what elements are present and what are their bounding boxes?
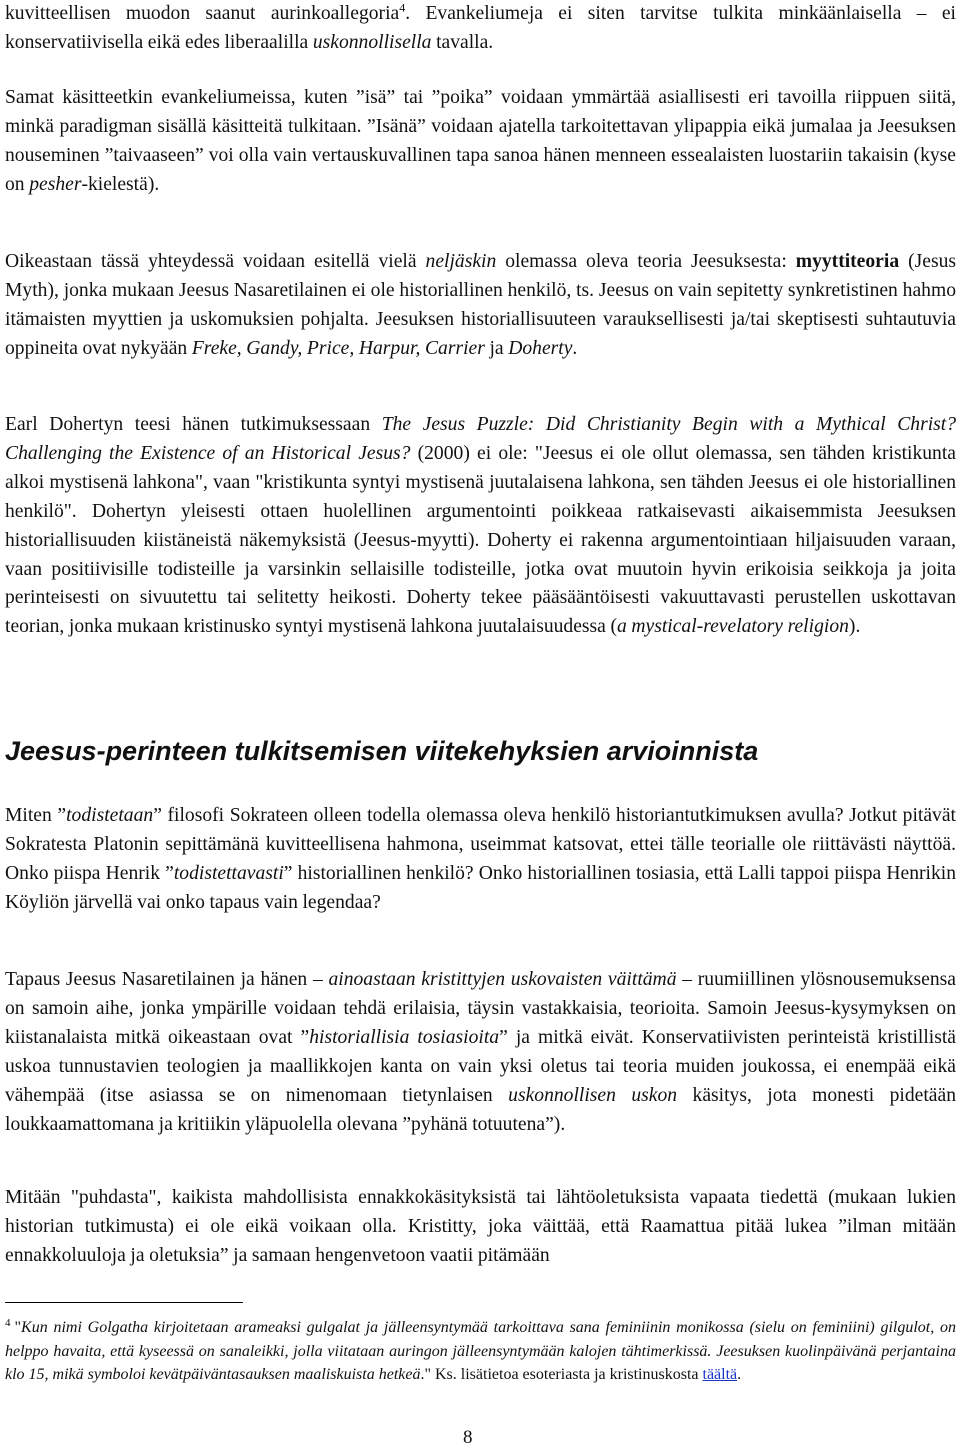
- footnote-ref[interactable]: 4: [399, 0, 406, 15]
- paragraph-concepts: Samat käsitteetkin evankeliumeissa, kuten ”isä” tai ”poika” voidaan ymmärtää asiallisesti eri tavoilla riippuen siitä, minkä paradigman sisällä käsitteitä tulkitaan. ”Isänä” voidaan ajatella tarkoitettavan ylipappia eikä jumalaa ja Jeesuksen nouseminen ”taivaaseen” voi olla vain vertauskuvallinen tapa sanoa hänen menneen essealaisten luostariin takaisin (kyse on pesher-kielestä).: [5, 87, 956, 195]
- paragraph-myth-theory: Oikeastaan tässä yhteydessä voidaan esitellä vielä neljäskin olemassa oleva teoria Jeesuksesta: myyttiteoria (Jesus Myth), jonka mukaan Jeesus Nasaretilainen ei ole historiallinen henkilö, ts. Jeesus on vain sepitetty synkretistinen hahmo itämaisten myyttien ja uskomuksien pohjalta. Jeesuksen historiallisuuteen varauksellisesti ja/tai skeptisesti suhtautuvia oppineita ovat nykyään Freke, Gandy, Price, Harpur, Carrier ja Doherty.: [5, 251, 956, 359]
- paragraph-resurrection: Tapaus Jeesus Nasaretilainen ja hänen – ainoastaan kristittyjen uskovaisten väittämä – ruumiillinen ylösnousemuksensa on samoin aihe, jonka ympärille voidaan tehdä erilaisia, täysin vastakkaisia, teorioita. Samoin Jeesus-kysymyksen on kiistanalaista mitkä oikeastaan ovat ”historiallisia tosiasioita” ja mitkä eivät. Konservatiivisten perinteistä kristillistä uskoa tunnustavien teologien ja maallikkojen kanta on vain yksi oletus tai teoria muiden joukossa, ei enempää eikä vähempää (itse asiassa se on nimenomaan tietynlaisen uskonnollisen uskon käsitys, jota monesti pidetään loukkaamattomana ja kritiikin yläpuolella olevana ”pyhänä totuutena”).: [5, 969, 956, 1135]
- footnote-number: 4: [5, 1316, 11, 1329]
- footnote: $^4$ "Kun nimi Golgatha kirjoitetaan arameaksi gulgalat ja jälleensyntymää tarkoittava sana feminiinin monikossa (sielu on feminiini) gilgulot, on helppo havaita, että kyseessä on sanaleikki, jolla viitataan auringon jälleensyntymään kalojen tähtimerkissä. Jeesuksen kuolinpäivänä perjantaina klo 15, mikä symboloi kevätpäiväntasauksen maaliskuista hetkeä." Ks. lisätietoa esoteriasta ja kristinuskosta täältä.: [5, 1316, 956, 1384]
- paragraph-socrates: Miten ”todistetaan” filosofi Sokrateen olleen todella olemassa oleva henkilö historiantutkimuksen avulla? Jotkut pitävät Sokratesta Platonin sepittämänä kuvitteellisena hahmona, useimmat katsovat, ettei tälle teorialle ole riittävästi näyttöä. Onko piispa Henrik ”todistettavasti” historiallinen henkilö? Onko historiallinen tosiasia, että Lalli tappoi piispa Henrikin Köyliön järvellä vai onko tapaus vain legendaa?: [5, 805, 956, 913]
- paragraph-intro: kuvitteellisen muodon saanut aurinkoallegoria$^4$. Evankeliumeja ei siten tarvitse tulkita minkäänlaisella – ei konservatiivisella eikä edes liberaalilla uskonnollisella tavalla.: [5, 0, 956, 53]
- paragraph-pure-science: Mitään "puhdasta", kaikista mahdollisista ennakkokäsityksistä tai lähtöoletuksista vapaata tiedettä (mukaan lukien historian tutkimusta) ei ole eikä voikaan olla. Kristitty, joka väittää, että Raamattua pitää lukea ”ilman mitään ennakkoluuloja ja oletuksia” ja samaan hengenvetoon vaatii pitämään: [5, 1187, 956, 1266]
- footnote-link[interactable]: täältä: [702, 1366, 738, 1384]
- footnote-divider: [5, 1302, 243, 1303]
- section-heading: Jeesus-perinteen tulkitsemisen viitekehyksien arvioinnista: [5, 736, 759, 766]
- paragraph-doherty: Earl Dohertyn teesi hänen tutkimuksessaan The Jesus Puzzle: Did Christianity Begin with a Mythical Christ? Challenging the Existence of an Historical Jesus? (2000) ei ole: "Jeesus ei ole ollut olemassa, sen tähden kristikunta alkoi mystisenä lahkona", vaan "kristikunta syntyi mystisenä juutalaisena lahkona, sen tähden Jeesus ei ole historiallinen henkilö". Dohertyn yleisesti ottaen huolellinen argumentointi poikkeaa ratkaisevasti aikaisemmista Jeesuksen historiallisuuden kiistäneistä näkemyksistä (Jeesus-myytti). Doherty ei rakenna argumentointiaan hiljaisuuden varaan, vaan positiivisille todisteille ja varsinkin sellaisille todisteille, jotka ovat muutoin hyvin erikoisia seikkoja ja joita perinteisesti on sivuutettu tai selitetty heikosti. Doherty tekee pääsääntöisesti vakuuttavasti perustellen uskottavan teorian, jonka mukaan kristinusko syntyi mystisenä lahkona juutalaisuudessa (a mystical-revelatory religion).: [5, 414, 957, 638]
- page-number: 8: [463, 1427, 473, 1448]
